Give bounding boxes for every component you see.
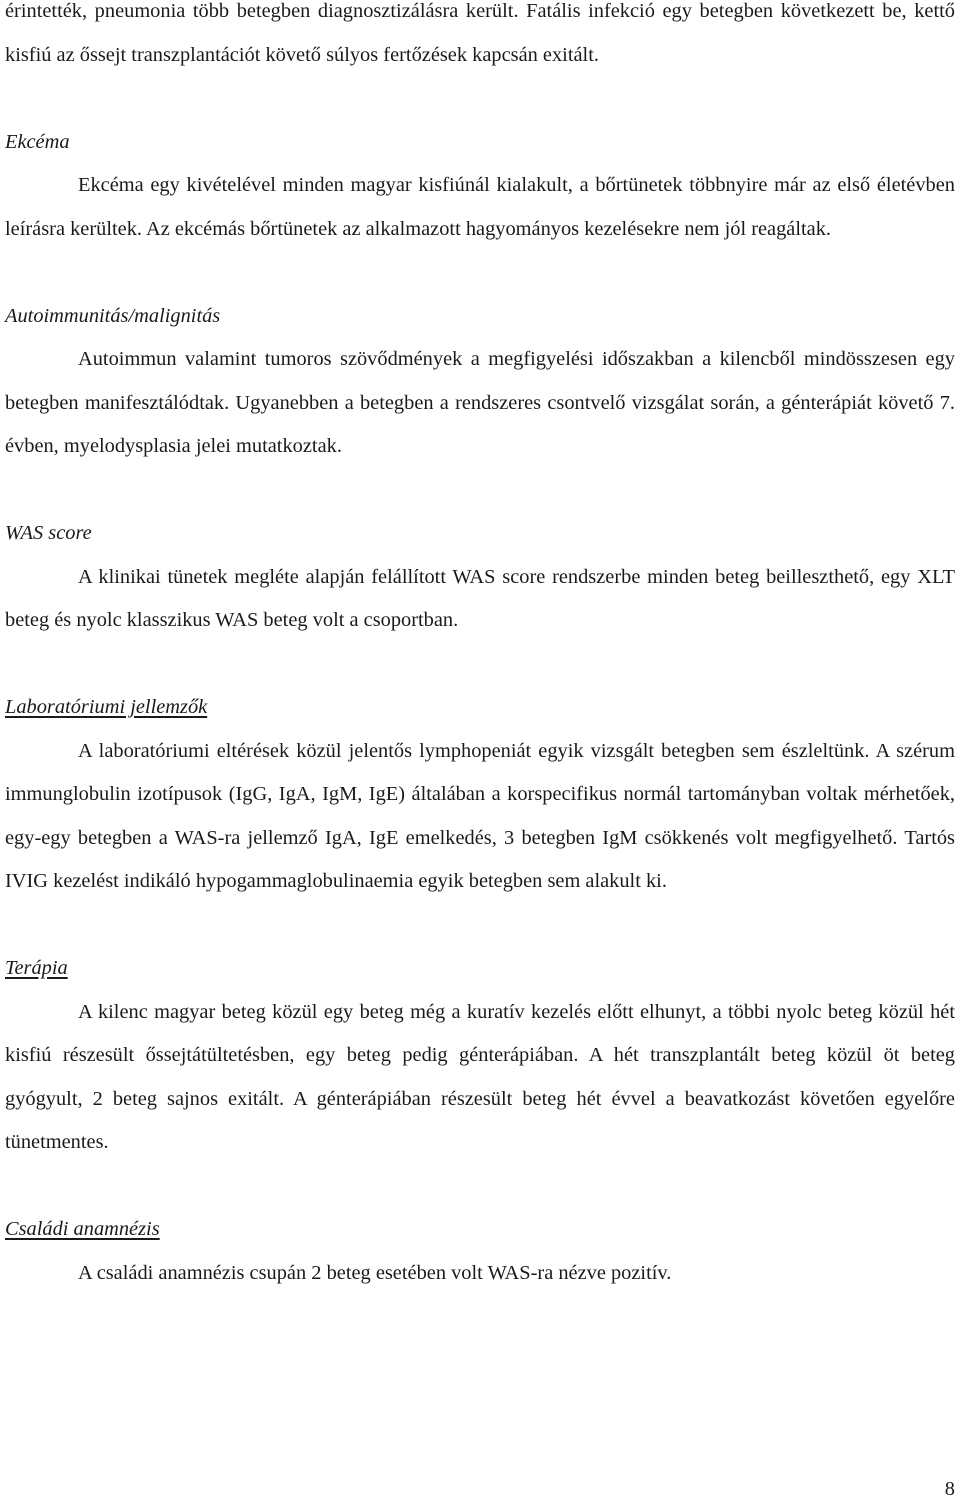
section-body-laboratoriumi: A laboratóriumi eltérések közül jelentős lymphopeniát egyik vizsgált betegben sem észleltünk. A szérum immunglobulin izotípusok (IgG, IgA, IgM, IgE) általában a korspecifikus normál tartományban voltak mérhetőek, egy-egy betegben a WAS-ra jellemző IgA, IgE emelkedés, 3 betegben IgM csökkenés volt megfigyelhető. Tartós IVIG kezelést indikáló hypogammaglobulinaemia egyik betegben sem alakult ki. [5, 739, 955, 892]
section-body-was-score: A klinikai tünetek megléte alapján felállított WAS score rendszerbe minden beteg beilleszthető, egy XLT beteg és nyolc klasszikus WAS beteg volt a csoportban. [5, 565, 955, 631]
section-heading-csaladi-anamnezis: Családi anamnézis [5, 1218, 160, 1240]
section-laboratoriumi [5, 686, 955, 904]
section-body-csaladi-anamnezis: A családi anamnézis csupán 2 beteg esetében volt WAS-ra nézve pozitív. [78, 1261, 672, 1284]
intro-paragraph: érintették, pneumonia több betegben diagnosztizálásra került. Fatális infekció egy betegben következett be, kettő kisfiú az őssejt transzplantációt követő súlyos fertőzések kapcsán exitált. [5, 0, 955, 66]
section-autoimmunitas [5, 295, 955, 469]
section-gap [5, 904, 955, 948]
section-heading-terapia: Terápia [5, 957, 68, 979]
section-body-autoimmunitas: Autoimmun valamint tumoros szövődmények a megfigyelési időszakban a kilencből mindösszesen egy betegben manifesztálódtak. Ugyanebben a betegben a rendszeres csontvelő vizsgálat során, a génterápiát követő 7. évben, myelodysplasia jelei mutatkoztak. [5, 348, 955, 457]
document-page [5, 0, 955, 1295]
section-was-score [5, 512, 955, 643]
section-gap [5, 469, 955, 513]
section-gap [5, 77, 955, 121]
section-ekcema [5, 121, 955, 252]
section-terapia [5, 947, 955, 1165]
section-heading-ekcema: Ekcéma [5, 130, 70, 153]
section-body-terapia: A kilenc magyar beteg közül egy beteg még a kuratív kezelés előtt elhunyt, a többi nyolc beteg közül hét kisfiú részesült őssejtátültetésben, egy beteg pedig génterápiában. A hét transzplantált beteg közül öt beteg gyógyult, 2 beteg sajnos exitált. A génterápiában részesült beteg hét évvel a beavatkozást követően egyelőre tünetmentes. [5, 1000, 955, 1153]
section-body-ekcema: Ekcéma egy kivételével minden magyar kisfiúnál kialakult, a bőrtünetek többnyire már az első életévben leírásra kerültek. Az ekcémás bőrtünetek az alkalmazott hagyományos kezelésekre nem jól reagáltak. [5, 174, 955, 240]
section-gap [5, 1165, 955, 1209]
section-gap [5, 643, 955, 687]
page-number: 8 [944, 1478, 955, 1500]
section-heading-autoimmunitas: Autoimmunitás/malignitás [5, 304, 221, 327]
section-csaladi-anamnezis [5, 1208, 955, 1295]
section-heading-laboratoriumi: Laboratóriumi jellemzők [5, 696, 208, 718]
section-gap [5, 251, 955, 295]
section-heading-was-score: WAS score [5, 522, 92, 544]
